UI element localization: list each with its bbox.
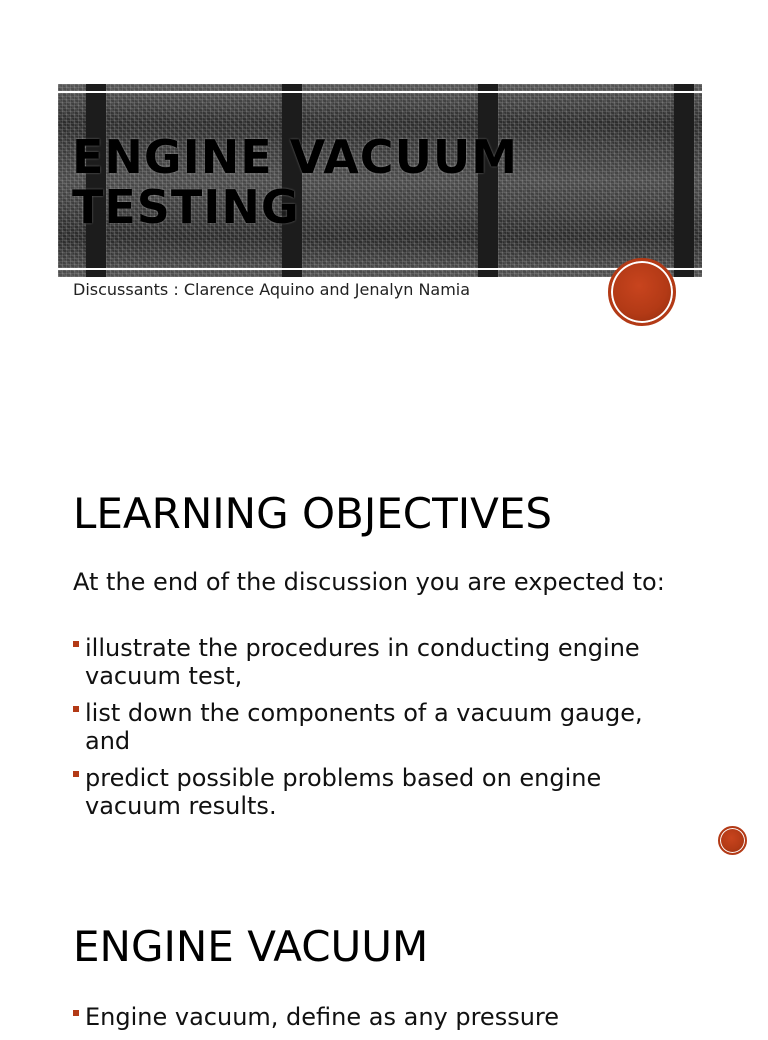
slide-subtitle: Discussants : Clarence Aquino and Jenalyn Namia [73,280,471,299]
engine-vacuum-heading: ENGINE VACUUM [73,922,429,971]
list-item [73,1003,693,1031]
objectives-intro: At the end of the discussion you are expected to: [73,568,665,596]
list-item-text: illustrate the procedures in conducting engine vacuum test, [85,634,640,690]
list-item-text: predict possible problems based on engine vacuum results. [85,764,602,820]
engine-vacuum-list [73,1003,693,1040]
objectives-heading: LEARNING OBJECTIVES [73,489,553,538]
slide-title: ENGINE VACUUM TESTING [72,130,519,234]
list-item-text: Engine vacuum, define as any pressure [85,1003,560,1031]
list-item-text: list down the components of a vacuum gauge, and [85,699,643,755]
square-bullet-icon [73,1010,79,1016]
